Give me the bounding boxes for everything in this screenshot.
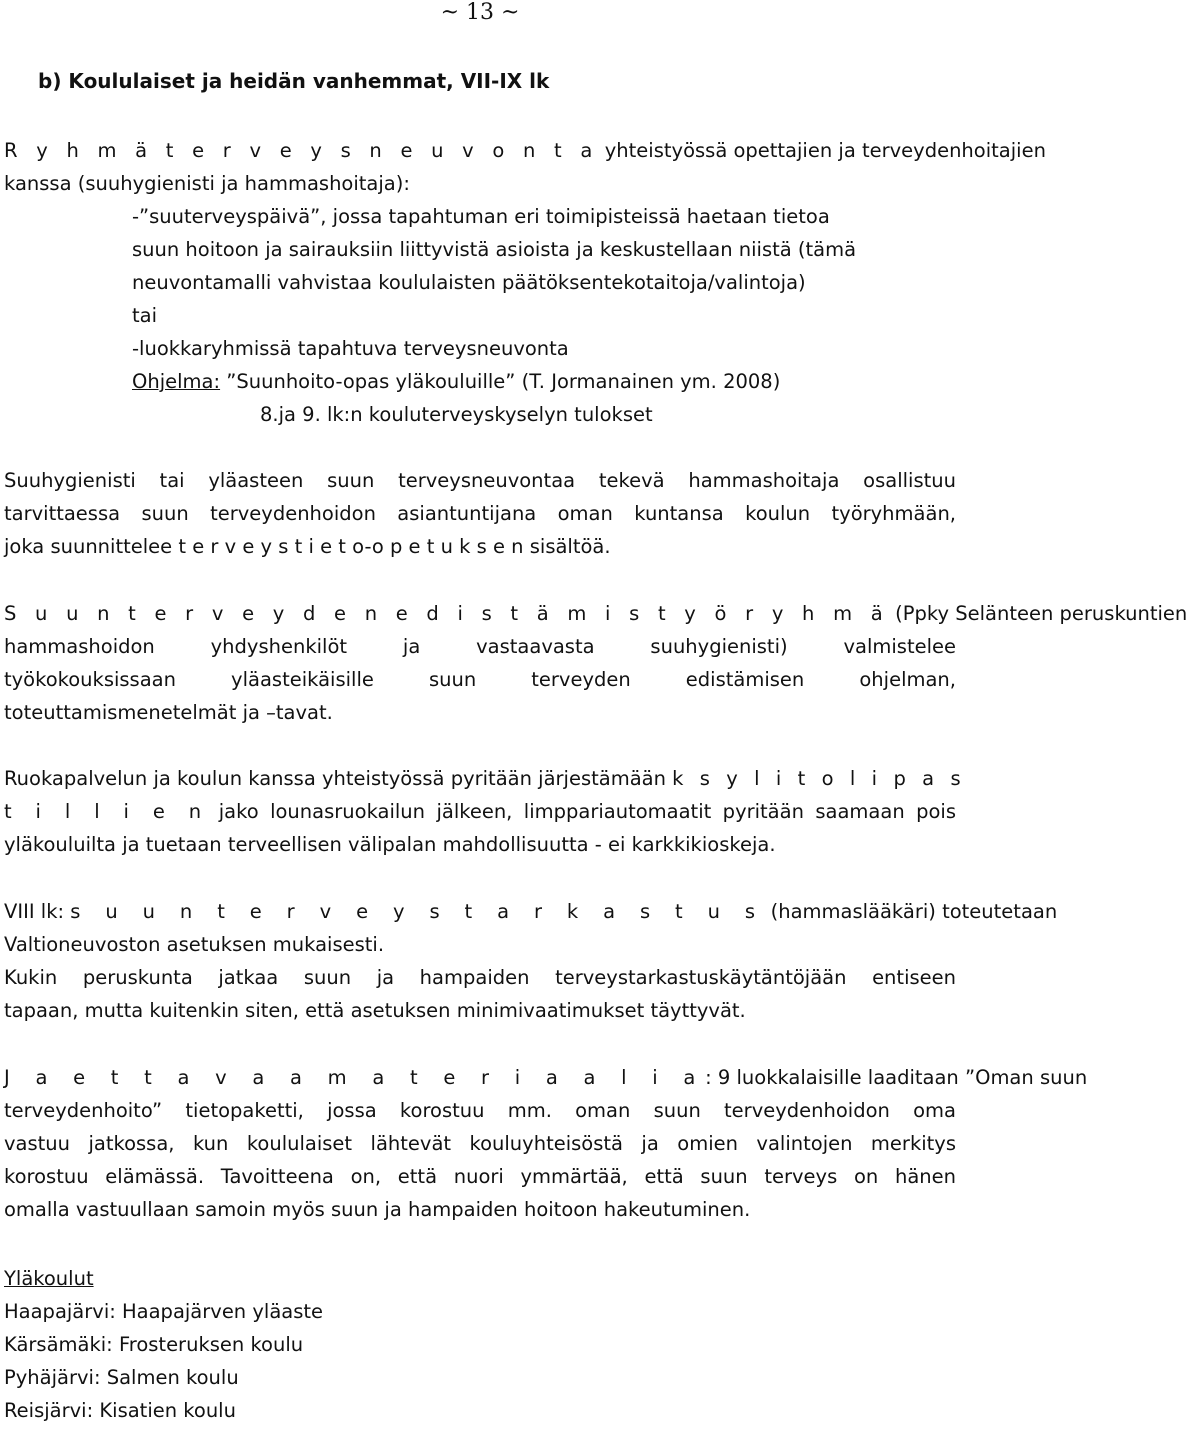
program-text: ”Suunhoito-opas yläkouluille” (T. Jormanainen ym. 2008)	[220, 370, 781, 393]
paragraph-line	[4, 134, 1046, 167]
paragraph-line: Kukin peruskunta jatkaa suun ja hampaiden terveystarkastuskäytäntöjään entiseen	[4, 966, 956, 989]
paragraph-line: Suuhygienisti tai yläasteen suun terveysneuvontaa tekevä hammashoitaja osallistuu	[4, 469, 956, 492]
list-item: -”suuterveyspäivä”, jossa tapahtuman eri toimipisteissä haetaan tietoa	[132, 205, 830, 228]
spaced-term: s u u n t e r v e y s t a r k a s t u s	[70, 900, 765, 923]
text-span: (hammaslääkäri) toteutetaan	[764, 900, 1058, 923]
spaced-term: J a e t t a v a a m a t e r i a a l i a	[4, 1066, 706, 1089]
spaced-term: t e r v e y s t i e t o-o p e t u k s e n	[178, 535, 524, 558]
paragraph-line: vastuu jatkossa, kun koululaiset lähtevät kouluyhteisöstä ja omien valintojen merkitys	[4, 1132, 956, 1155]
page-number: ~ 13 ~	[440, 0, 520, 25]
list-item: Haapajärvi: Haapajärven yläaste	[4, 1300, 324, 1323]
list-item: suun hoitoon ja sairauksiin liittyvistä asioista ja keskustellaan niistä (tämä	[132, 238, 857, 261]
paragraph-line: terveydenhoito” tietopaketti, jossa korostuu mm. oman suun terveydenhoidon oma	[4, 1099, 956, 1122]
spaced-term: k s y l i t o l i p a s	[672, 767, 966, 790]
paragraph-line: hammashoidon yhdyshenkilöt ja vastaavasta suuhygienisti) valmistelee	[4, 635, 956, 658]
text-span: jako lounasruokailun jälkeen, limppariautomaatit pyritään saamaan pois	[207, 800, 956, 823]
paragraph-line: tapaan, mutta kuitenkin siten, että asetuksen minimivaatimukset täyttyvät.	[4, 999, 746, 1022]
paragraph-line	[4, 597, 1187, 630]
list-item: neuvontamalli vahvistaa koululaisten päätöksentekotaitoja/valintoja)	[132, 271, 806, 294]
paragraph-line: korostuu elämässä. Tavoitteena on, että nuori ymmärtää, että suun terveys on hänen	[4, 1165, 956, 1188]
paragraph-line	[4, 895, 1058, 928]
text-span: Ruokapalvelun ja koulun kanssa yhteistyössä pyritään järjestämään	[4, 767, 673, 790]
paragraph-line: toteuttamismenetelmät ja –tavat.	[4, 701, 333, 724]
working-group-section	[4, 597, 1187, 729]
text-span: yhteistyössä opettajien ja terveydenhoitajien	[598, 139, 1046, 162]
paragraph-line	[4, 1061, 1088, 1094]
paragraph-line: Valtioneuvoston asetuksen mukaisesti.	[4, 933, 385, 956]
group-counselling-section	[4, 134, 1046, 431]
paragraph-line	[4, 530, 956, 563]
food-service-section	[4, 762, 966, 861]
materials-section	[4, 1061, 1088, 1226]
paragraph-line: omalla vastuullaan samoin myös suun ja hampaiden hoitoon hakeutuminen.	[4, 1198, 751, 1221]
hygienist-section	[4, 464, 956, 563]
list-item: Kärsämäki: Frosteruksen koulu	[4, 1333, 304, 1356]
text-span: VIII lk:	[4, 900, 71, 923]
text-span: sisältöä.	[523, 535, 611, 558]
list-item: tai	[132, 304, 158, 327]
text-span: (Ppky Selänteen peruskuntien	[888, 602, 1187, 625]
paragraph-line: työkokouksissaan yläasteikäisille suun terveyden edistämisen ohjelman,	[4, 668, 956, 691]
spaced-term: S u u n t e r v e y d e n e d i s t ä m i s t y ö r y h m ä	[4, 602, 889, 625]
text-span: : 9 luokkalaisille laaditaan ”Oman suun	[705, 1066, 1088, 1089]
paragraph-line: yläkouluilta ja tuetaan terveellisen välipalan mahdollisuutta - ei karkkikioskeja.	[4, 833, 776, 856]
paragraph-line: tarvittaessa suun terveydenhoidon asiantuntijana oman kuntansa koulun työryhmään,	[4, 502, 956, 525]
list-item: -luokkaryhmissä tapahtuva terveysneuvonta	[132, 337, 569, 360]
schools-title: Yläkoulut	[4, 1267, 94, 1290]
list-item: Pyhäjärvi: Salmen koulu	[4, 1366, 239, 1389]
text-span: joka suunnittelee	[4, 535, 179, 558]
spaced-term: R y h m ä t e r v e y s n e u v o n t a	[4, 139, 599, 162]
dental-check-section	[4, 895, 1058, 1027]
list-item: Reisjärvi: Kisatien koulu	[4, 1399, 236, 1422]
program-line-2: 8.ja 9. lk:n kouluterveyskyselyn tulokset	[260, 403, 653, 426]
section-heading: b) Koululaiset ja heidän vanhemmat, VII-IX lk	[38, 69, 550, 93]
program-line	[4, 365, 956, 398]
schools-list	[4, 1262, 956, 1427]
paragraph-line	[4, 795, 956, 828]
paragraph-line: kanssa (suuhygienisti ja hammashoitaja):	[4, 172, 410, 195]
program-label: Ohjelma:	[132, 370, 221, 393]
paragraph-line	[4, 762, 966, 795]
spaced-term: t i l l i e n	[4, 800, 208, 823]
